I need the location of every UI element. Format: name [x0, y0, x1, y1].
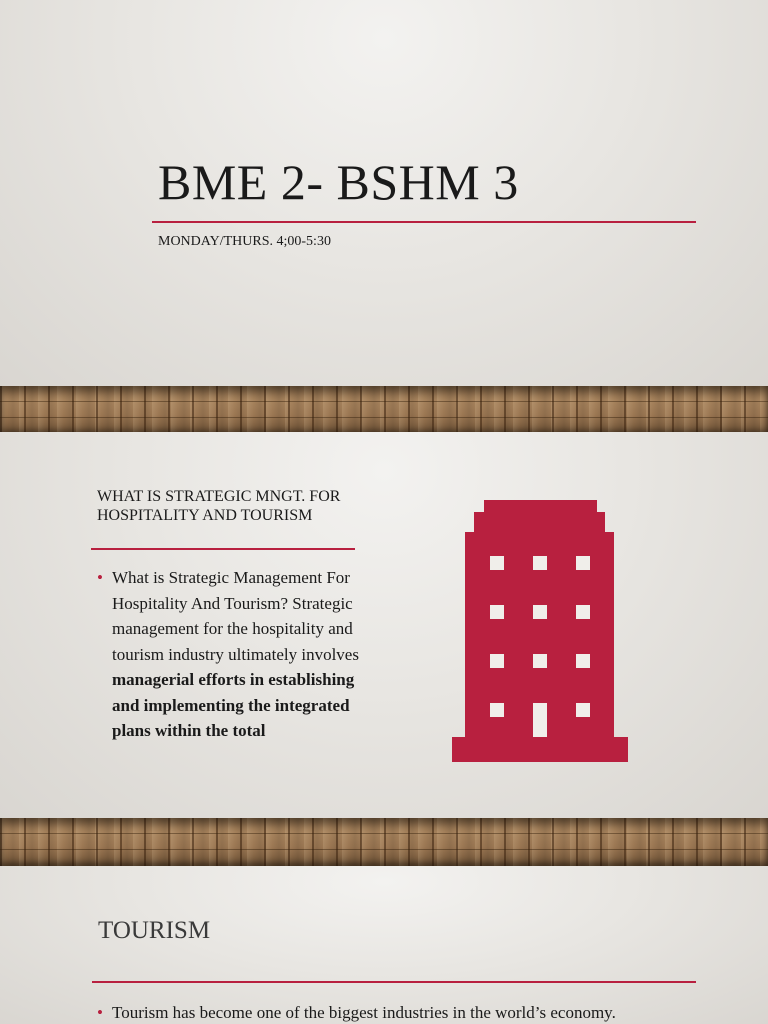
body-text: What is Strategic Management For Hospitality And Tourism? Strategic management for the hospitality and tourism industry ultimately involves [112, 568, 359, 664]
slide-heading: TOURISM [98, 917, 211, 944]
heading-divider [91, 548, 355, 550]
slide-title [0, 0, 768, 386]
bullet-marker: • [97, 1003, 103, 1022]
body-text: Tourism has become one of the biggest industries in the world’s economy. [112, 1003, 616, 1022]
slide-heading: WHAT IS STRATEGIC MNGT. FOR HOSPITALITY AND TOURISM [97, 488, 341, 524]
wood-floor-divider [0, 818, 768, 866]
wood-floor-divider [0, 386, 768, 434]
bullet-paragraph [97, 565, 372, 744]
slide-strategic-mngt [0, 432, 768, 818]
slide-title-heading: BME 2- BSHM 3 [158, 154, 519, 210]
building-icon [452, 500, 628, 762]
heading-divider [92, 981, 696, 983]
bullet-marker: • [97, 568, 103, 587]
bullet-paragraph [97, 1000, 752, 1024]
slide-subtitle: MONDAY/THURS. 4;00-5:30 [158, 234, 331, 249]
slide-tourism [0, 866, 768, 1024]
body-text-bold: managerial efforts in establishing and implementing the integrated plans within the total [112, 670, 355, 740]
title-divider [152, 221, 696, 223]
